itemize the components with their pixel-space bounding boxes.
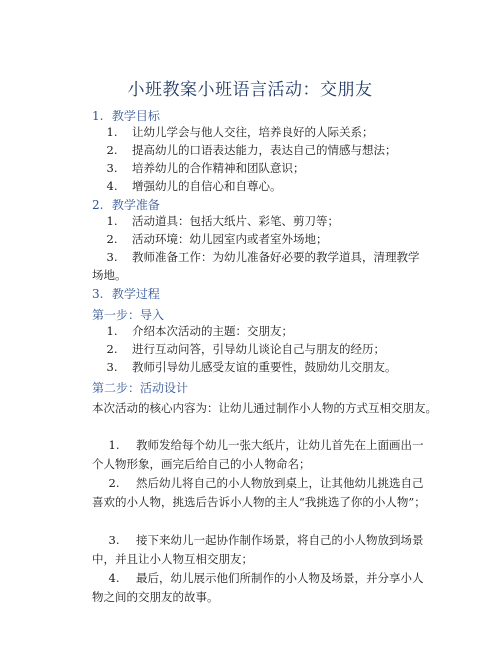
list-item: 1. 让幼儿学会与他人交往，培养良好的人际关系； — [106, 125, 374, 139]
section-heading-goals — [92, 107, 160, 124]
step2-heading: 第二步：活动设计 — [92, 381, 189, 395]
list-item: 1. 介绍本次活动的主题：交朋友； — [106, 324, 293, 338]
section-number: 3. — [92, 287, 104, 301]
list-item: 3. 接下来幼儿一起协作制作场景，将自己的小人物放到场景中，并且让小人物互相交朋友； — [92, 533, 424, 566]
list-item: 2. 然后幼儿将自己的小人物放到桌上，让其他幼儿挑选自己喜欢的小人物，挑选后告诉小人物的主人“我挑选了你的小人物”； — [92, 476, 426, 509]
list-item: 3. 教师引导幼儿感受友谊的重要性，鼓励幼儿交朋友。 — [106, 360, 397, 374]
list-item: 1. 活动道具：包括大纸片、彩笔、剪刀等； — [106, 214, 339, 228]
list-item: 3. 培养幼儿的合作精神和团队意识； — [106, 161, 305, 175]
list-item: 2. 进行互动问答，引导幼儿谈论自己与朋友的经历； — [106, 342, 385, 356]
list-item: 4. 增强幼儿的自信心和自尊心。 — [106, 179, 282, 193]
list-item: 3. 教师准备工作：为幼儿准备好必要的教学道具，清理教学场地。 — [92, 250, 420, 282]
list-item: 1. 教师发给每个幼儿一张大纸片，让幼儿首先在上面画出一个人物形象，画完后给自己的小人物命名； — [92, 438, 424, 471]
list-item: 2. 活动环境：幼儿园室内或者室外场地； — [106, 232, 328, 246]
section-title: 教学准备 — [111, 198, 160, 212]
step1-heading: 第一步：导入 — [92, 308, 165, 322]
list-item: 4. 最后，幼儿展示他们所制作的小人物及场景，并分享小人物之间的交朋友的故事。 — [92, 571, 424, 604]
document-title: 小班教案小班语言活动：交朋友 — [127, 80, 373, 100]
section-title: 教学目标 — [111, 109, 160, 123]
step2-intro: 本次活动的核心内容为：让幼儿通过制作小人物的方式互相交朋友。 — [92, 401, 437, 415]
section-number: 1. — [92, 109, 104, 123]
section-heading-preparation — [92, 196, 160, 213]
section-title: 教学过程 — [111, 287, 160, 301]
section-heading-process — [92, 285, 160, 302]
list-item: 2. 提高幼儿的口语表达能力，表达自己的情感与想法； — [106, 143, 397, 157]
section-number: 2. — [92, 198, 104, 212]
